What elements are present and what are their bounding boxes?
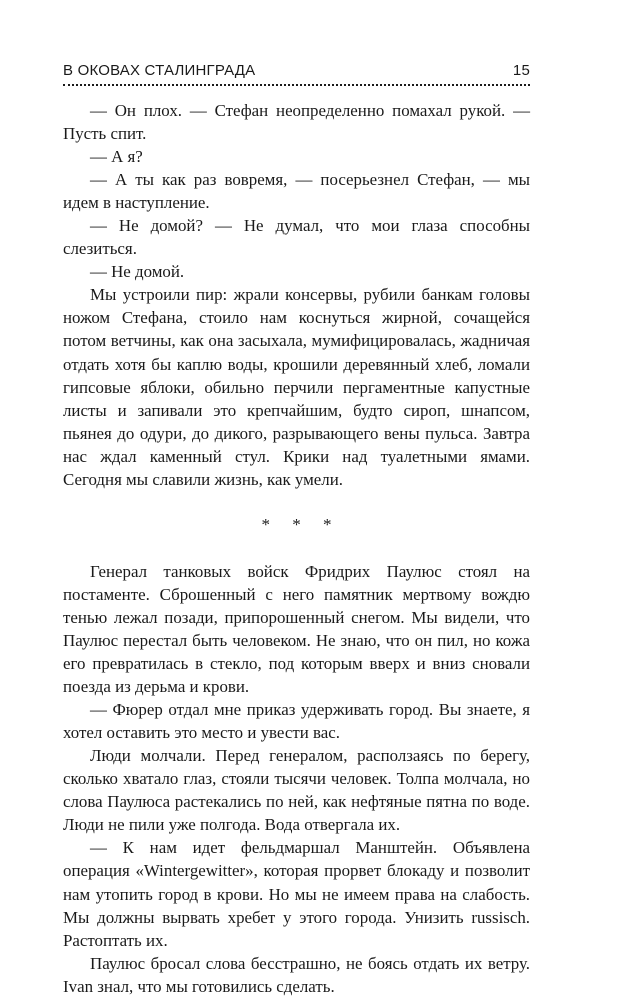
paragraph: Генерал танковых войск Фридрих Паулюс стоял на постаменте. Сброшенный с него памятник мертвому вождю тенью лежал позади, припорошенный снегом. Мы видели, что Паулюс перестал быть человеком. Не знаю, что он пил, но кожа его превратилась в стекло, под которым вверх и вниз сновали поезда из дерьма и крови. [63,561,530,697]
paragraph: — А я? [90,147,143,167]
paragraph: — Не домой? — Не думал, что мои глаза способны слезиться. [63,216,530,259]
page-number: 15 [512,62,530,79]
running-header-title: В ОКОВАХ СТАЛИНГРАДА [63,62,256,79]
paragraph: Паулюс бросал слова бесстрашно, не боясь отдать их ветру. Ivan знал, что мы готовились сделать. [63,953,530,996]
section-separator: * * * [261,514,341,534]
paragraph: — Фюрер отдал мне приказ удерживать город. Вы знаете, я хотел оставить это место и увести вас. [63,700,530,743]
paragraph: — К нам идет фельдмаршал Манштейн. Объявлена операция «Wintergewitter», которая прорвет блокаду и позволит нам утопить город в крови. Но мы не имеем права на слабость. Мы должны вырвать хребет у этого города. Унизить russisch. Растоптать их. [63,838,530,950]
running-header [63,62,530,86]
paragraph: — Не домой. [90,262,185,282]
page-body [63,99,530,998]
paragraph: — Он плох. — Стефан неопределенно помахал рукой. — Пусть спит. [63,101,530,144]
book-page [63,62,530,998]
paragraph: — А ты как раз вовремя, — посерьезнел Стефан, — мы идем в наступление. [63,170,530,213]
paragraph: Люди молчали. Перед генералом, расползаясь по берегу, сколько хватало глаз, стояли тысячи человек. Толпа молчала, но слова Паулюса растекались по ней, как нефтяные пятна по воде. Люди не пили уже полгода. Вода отвергала их. [63,746,530,835]
paragraph: Мы устроили пир: жрали консервы, рубили банкам головы ножом Стефана, стоило нам коснуться жирной, сочащейся потом ветчины, как она засыхала, мумифицировалась, жадничая отдать хотя бы каплю воды, крошили деревянный хлеб, ломали гипсовые яблоки, обильно перчили пергаментные капустные листы и запивали это крепчайшим, будто сироп, шнапсом, пьянея до одури, до дикого, разрывающего вены пульса. Завтра нас ждал каменный стул. Крики над туалетными ямами. Сегодня мы славили жизнь, как умели. [63,285,530,489]
